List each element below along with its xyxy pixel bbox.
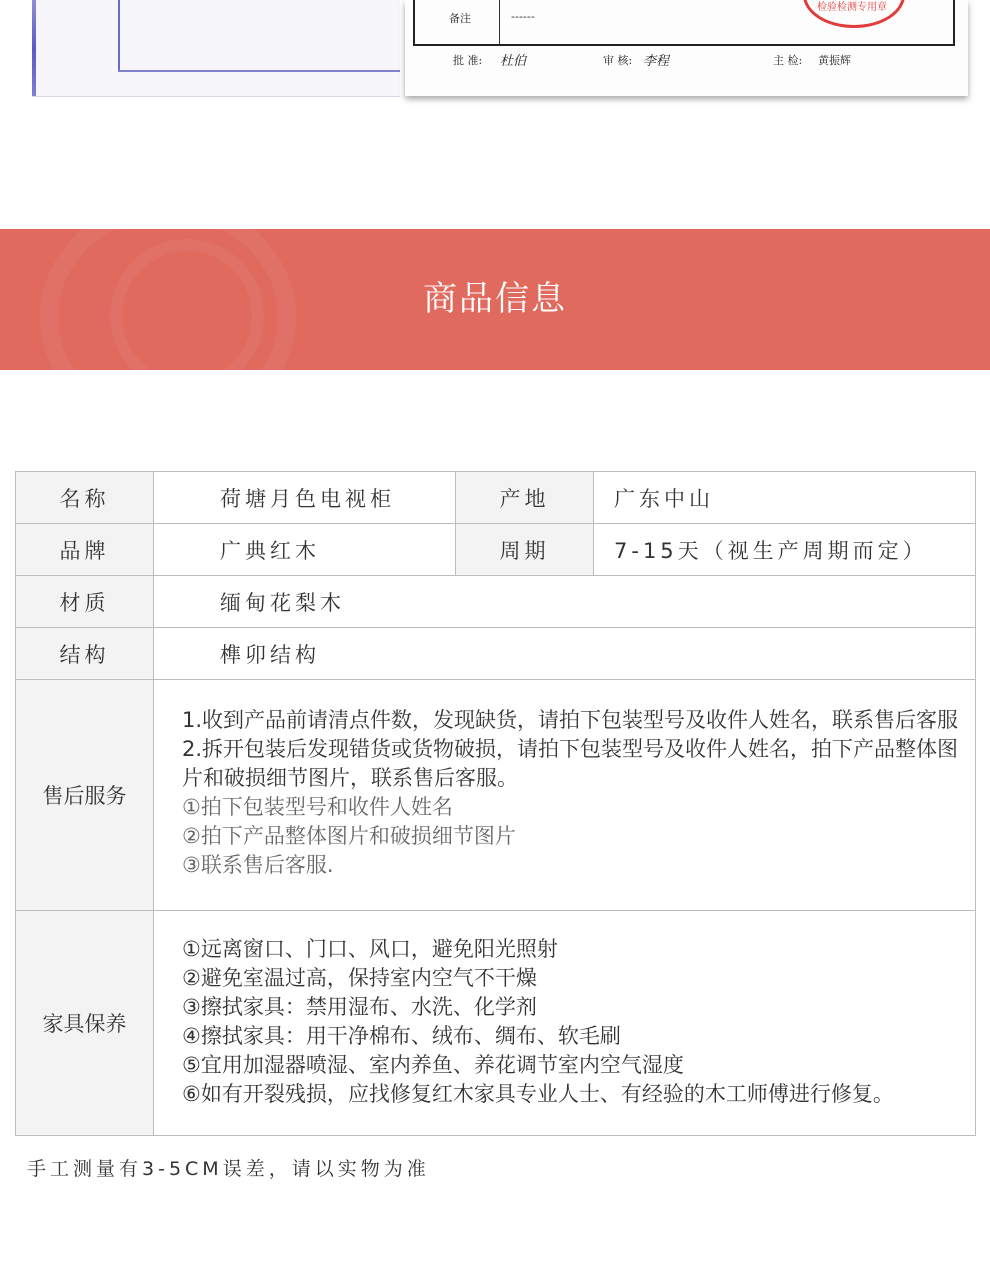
care-line-6: ⑥如有开裂残损，应找修复红木家具专业人士、有经验的木工师傅进行修复。 — [182, 1082, 894, 1106]
period-value: 7-15天（视生产周期而定） — [594, 524, 976, 576]
structure-value: 榫卯结构 — [154, 628, 976, 680]
care-line-3: ③擦拭家具：禁用湿布、水洗、化学剂 — [182, 995, 537, 1019]
remark-value: ------ — [511, 10, 535, 23]
banner-title: 商品信息 — [423, 279, 567, 319]
table-row — [16, 680, 976, 911]
service-line-2: 2.拆开包装后发现错货或货物破损，请拍下包装型号及收件人姓名，拍下产品整体图片和破损细节图片，联系售后客服。 — [182, 737, 959, 790]
approve-label: 批 准: — [453, 54, 483, 67]
period-label: 周期 — [456, 524, 594, 576]
scan-left-page — [32, 0, 400, 97]
table-row — [16, 472, 976, 524]
care-label: 家具保养 — [16, 911, 154, 1136]
service-line-1: 1.收到产品前请清点件数，发现缺货，请拍下包装型号及收件人姓名，联系售后客服 — [182, 708, 959, 732]
table-row — [16, 524, 976, 576]
care-line-1: ①远离窗口、门口、风口，避免阳光照射 — [182, 937, 558, 961]
origin-label: 产地 — [456, 472, 594, 524]
brand-label: 品牌 — [16, 524, 154, 576]
inspect-name: 黄振辉 — [818, 54, 851, 67]
service-line-5: ③联系售后客服. — [182, 853, 334, 877]
certificate-divider — [499, 0, 500, 44]
table-row — [16, 576, 976, 628]
table-row — [16, 911, 976, 1136]
structure-label: 结构 — [16, 628, 154, 680]
brand-value: 广典红木 — [154, 524, 456, 576]
certificate-scan — [0, 0, 990, 105]
service-line-3: ①拍下包装型号和收件人姓名 — [182, 795, 453, 819]
care-content — [154, 911, 976, 1136]
origin-value: 广东中山 — [594, 472, 976, 524]
care-line-2: ②避免室温过高，保持室内空气不干燥 — [182, 966, 537, 990]
name-label: 名称 — [16, 472, 154, 524]
section-banner — [0, 229, 990, 370]
review-signature: 李程 — [643, 54, 670, 69]
material-value: 缅甸花梨木 — [154, 576, 976, 628]
inspect-label: 主 检: — [773, 54, 803, 67]
service-label: 售后服务 — [16, 680, 154, 911]
review-label: 审 核: — [603, 54, 633, 67]
measurement-note: 手工测量有3-5CM误差，请以实物为准 — [27, 1158, 430, 1180]
certificate-card — [405, 0, 968, 96]
scan-blue-edge — [32, 0, 36, 96]
table-row — [16, 628, 976, 680]
care-line-5: ⑤宜用加湿器喷湿、室内养鱼、养花调节室内空气湿度 — [182, 1053, 684, 1077]
remark-label: 备注 — [449, 12, 471, 25]
care-line-4: ④擦拭家具：用干净棉布、绒布、绸布、软毛刷 — [182, 1024, 621, 1048]
name-value: 荷塘月色电视柜 — [154, 472, 456, 524]
service-line-4: ②拍下产品整体图片和破损细节图片 — [182, 824, 516, 848]
scan-blue-line — [118, 0, 120, 72]
service-content — [154, 680, 976, 911]
approve-signature: 杜伯 — [500, 54, 527, 69]
scan-blue-bottom — [118, 70, 400, 72]
material-label: 材质 — [16, 576, 154, 628]
seal-text: 检验检测专用章 — [817, 2, 887, 13]
product-info-table — [15, 471, 976, 1136]
